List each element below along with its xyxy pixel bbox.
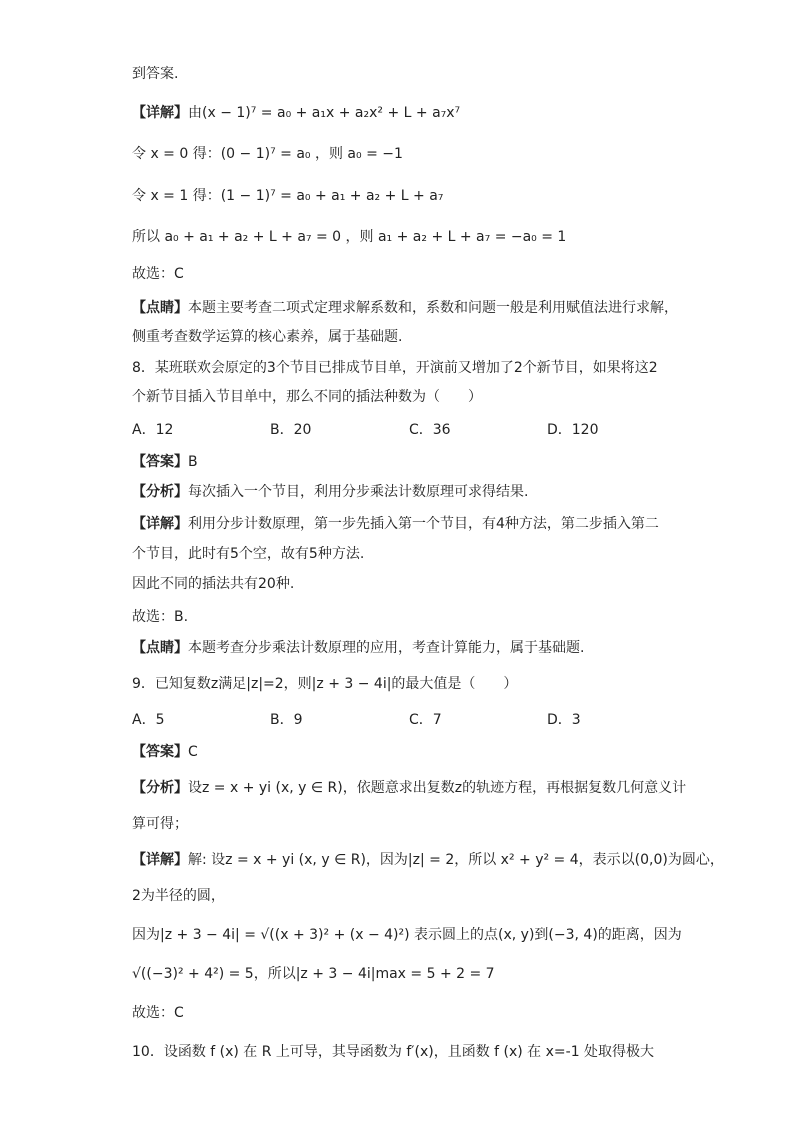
line-1: 到答案.	[132, 66, 179, 82]
q9-option-c: C．7	[409, 712, 442, 728]
question-10: 10．设函数 f (x) 在 R 上可导，其导函数为 f′(x)，且函数 f (x) 在 x=-1 处取得极大	[132, 1044, 655, 1060]
answer-text: B	[188, 454, 198, 470]
line-24	[132, 850, 724, 870]
line-2	[132, 103, 460, 123]
line-27: √((−3)² + 4²) = 5，所以|z + 3 − 4i|max = 5 + 2 = 7	[132, 966, 495, 982]
line-5: 所以 a₀ + a₁ + a₂ + L + a₇ = 0 ，则 a₁ + a₂ + L + a₇ = −a₀ = 1	[132, 229, 567, 245]
comment-tag: 【点睛】	[132, 300, 188, 316]
answer-tag: 【答案】	[132, 744, 188, 760]
comment-tag: 【点睛】	[132, 640, 188, 656]
analysis-tag: 【分析】	[132, 484, 188, 500]
q9-option-d: D．3	[547, 712, 581, 728]
line-16: 因此不同的插法共有20种.	[132, 576, 295, 592]
line-17: 故选：B.	[132, 609, 189, 625]
detail-tag: 【详解】	[132, 105, 188, 121]
detail-tag: 【详解】	[132, 516, 188, 532]
q8-option-d: D．120	[547, 422, 599, 438]
question-8-line-2: 个新节目插入节目单中，那么不同的插法种数为（ ）	[132, 389, 482, 405]
line-8: 侧重考查数学运算的核心素养，属于基础题.	[132, 329, 403, 345]
line-22	[132, 778, 686, 798]
line-14	[132, 514, 659, 534]
detail-text: 利用分步计数原理，第一步先插入第一个节目，有4种方法，第二步插入第二	[188, 516, 659, 532]
question-8-line-1: 8．某班联欢会原定的3个节目已排成节目单，开演前又增加了2个新节目，如果将这2	[132, 360, 658, 376]
question-9: 9．已知复数z满足|z|=2，则|z + 3 − 4i|的最大值是（ ）	[132, 676, 518, 692]
q8-option-a: A．12	[132, 422, 174, 438]
line-6: 故选：C	[132, 266, 184, 282]
line-12	[132, 452, 198, 472]
line-18	[132, 638, 584, 658]
line-7	[132, 298, 678, 318]
line-28: 故选：C	[132, 1005, 184, 1021]
q8-option-c: C．36	[409, 422, 451, 438]
line-3: 令 x = 0 得：(0 − 1)⁷ = a₀ ，则 a₀ = −1	[132, 146, 403, 162]
comment-text: 本题主要考查二项式定理求解系数和，系数和问题一般是利用赋值法进行求解，	[188, 300, 678, 316]
q8-option-b: B．20	[270, 422, 312, 438]
comment-text: 本题考查分步乘法计数原理的应用，考查计算能力，属于基础题.	[188, 640, 585, 656]
line-25: 2为半径的圆，	[132, 888, 225, 904]
analysis-text: 每次插入一个节目，利用分步乘法计数原理可求得结果.	[188, 484, 529, 500]
line-23: 算可得；	[132, 816, 188, 832]
answer-tag: 【答案】	[132, 454, 188, 470]
line-13	[132, 482, 528, 502]
line-15: 个节目，此时有5个空，故有5种方法.	[132, 546, 365, 562]
answer-text: C	[188, 744, 198, 760]
detail-text: 解: 设z = x + yi (x, y ∈ R)，因为|z| = 2，所以 x² + y² = 4，表示以(0,0)为圆心，	[188, 852, 724, 868]
line-26: 因为|z + 3 − 4i| = √((x + 3)² + (x − 4)²) 表示圆上的点(x, y)到(−3, 4)的距离，因为	[132, 927, 682, 943]
detail-tag: 【详解】	[132, 852, 188, 868]
analysis-tag: 【分析】	[132, 780, 188, 796]
detail-text: 由(x − 1)⁷ = a₀ + a₁x + a₂x² + L + a₇x⁷	[188, 105, 461, 121]
q9-option-b: B．9	[270, 712, 303, 728]
line-4: 令 x = 1 得：(1 − 1)⁷ = a₀ + a₁ + a₂ + L + a₇	[132, 188, 444, 204]
analysis-text: 设z = x + yi (x, y ∈ R)，依题意求出复数z的轨迹方程，再根据复数几何意义计	[188, 780, 687, 796]
q9-option-a: A．5	[132, 712, 165, 728]
line-21	[132, 742, 198, 762]
